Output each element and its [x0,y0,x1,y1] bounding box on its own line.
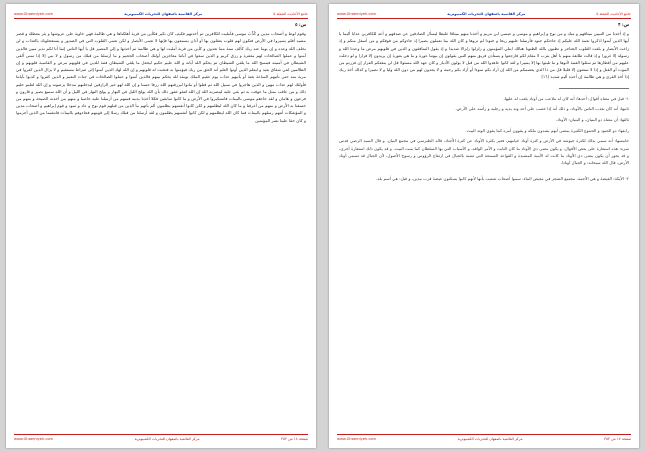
footnote: ثانيها: أنه كان يعذب الناس بالأوتاد، و ذلك أنه إذا غضب على أحد وتد يديه و رجليه و رأسه على الأرض. [455,106,629,112]
page-header [14,10,308,17]
header-title: جامع الأحاديث الجملة ٥ [596,11,631,16]
header-site-link[interactable]: www.Ghaemiyeh.com [337,11,377,16]
footnote: ١- قيل في معناه أقوال: أحدها: أنه كان له ملاعب من أوتاد يلعب له عليها. [503,95,629,101]
body-paragraph: و إذ أخذنا من النبيين ميثاقهم و منك و من نوح و إبراهيم و موسى و عيسى ابن مريم و أخذنا منهم ميثاقا غليظا ليسأل الصادقين عن صدقهم و أعد للكافرين عذابا أليما يا أيها الذين آمنوا اذكروا نعمة الله عليكم إذ جاءتكم جنود فأرسلنا عليهم ريحا و جنودا لم تروها و كان الله بما تعملون بصيرا إذ جاءوكم من فوقكم و من أسفل منكم و إذ زاغت الأبصار و بلغت القلوب الحناجر و تظنون بالله الظنونا هنالك ابتلي المؤمنون و زلزلوا زلزالا شديدا و إذ يقول المنافقون و الذين في قلوبهم مرض ما وعدنا الله و رسوله إلا غرورا و إذ قالت طائفة منهم يا أهل يثرب لا مقام لكم فارجعوا و يستأذن فريق منهم النبي يقولون إن بيوتنا عورة و ما هي بعورة إن يريدون إلا فرارا و لو دخلت عليهم من أقطارها ثم سئلوا الفتنة لآتوها و ما تلبثوا بها إلا يسيرا و لقد كانوا عاهدوا الله من قبل لا يولون الأدبار و كان عهد الله مسئولا قل لن ينفعكم الفرار إن فررتم من الموت أو القتل و إذا لا تمتعون إلا قليلا قل من ذا الذي يعصمكم من الله إن أراد بكم سوءا أو أراد بكم رحمة و لا يجدون لهم من دون الله وليا و لا نصيرا و كذلك أخذ ربك إذا أخذ القرى و هي ظالمة إن أخذه أليم شديد (١٦) [339,31,629,80]
page-footer [14,436,308,442]
header-divider [337,18,631,19]
header-center-title: مركز القائمية باصفهان للتحريات الكمبيوترية [447,11,526,16]
page-header [337,10,631,17]
footer-divider [14,434,308,435]
page-body [339,22,629,185]
header-site-link[interactable]: www.Ghaemiyeh.com [14,11,54,16]
body-paragraph: وقوم لوط و أصحاب مدين و كُذِّبَ موسى فأمليت للكافرين ثم أخذتهم فكيف كان نكير فكأين من قرية أهلكناها و هي ظالمة فهي خاوية على عروشها و بئر معطلة و قصر مشيد أفلم يسيروا في الأرض فتكون لهم قلوب يعقلون بها أو آذان يسمعون بها فإنها لا تعمى الأبصار و لكن تعمى القلوب التي في الصدور و يستعجلونك بالعذاب و لن يخلف الله وعده و إن يوما عند ربك كألف سنة مما تعدون و كأين من قرية أمليت لها و هي ظالمة ثم أخذتها و إلي المصير قل يا أيها الناس إنما أنا لكم نذير مبين فالذين آمنوا و عملوا الصالحات لهم مغفرة و رزق كريم و الذين سعوا في آياتنا معاجزين أولئك أصحاب الجحيم و ما أرسلنا من قبلك من رسول و لا نبي إلا إذا تمنى ألقى الشيطان في أمنيته فينسخ الله ما يلقي الشيطان ثم يحكم الله آياته و الله عليم حكيم ليجعل ما يلقي الشيطان فتنة للذين في قلوبهم مرض و القاسية قلوبهم و إن الظالمين لفي شقاق بعيد و ليعلم الذين أوتوا العلم أنه الحق من ربك فيؤمنوا به فتخبت له قلوبهم و إن الله لهاد الذين آمنوا إلى صراط مستقيم و لا يزال الذين كفروا في مرية منه حتى تأتيهم الساعة بغتة أو يأتيهم عذاب يوم عقيم الملك يومئذ لله يحكم بينهم فالذين آمنوا و عملوا الصالحات في جنات النعيم و الذين كفروا و كذبوا بآياتنا فأولئك لهم عذاب مهين و الذين هاجروا في سبيل الله ثم قتلوا أو ماتوا ليرزقنهم الله رزقا حسنا و إن الله لهو خير الرازقين ليدخلنهم مدخلا يرضونه و إن الله لعليم حليم ذلك و من عاقب بمثل ما عوقب به ثم بغي عليه لينصرنه الله إن الله لعفو غفور ذلك بأن الله يولج الليل في النهار و يولج النهار في الليل و أن الله سميع بصير و قارون و فرعون و هامان و لقد جاءهم موسى بالبينات فاستكبروا في الأرض و ما كانوا سابقين فكلا أخذنا بذنبه فمنهم من أرسلنا عليه حاصبا و منهم من أخذته الصيحة و منهم من خسفنا به الأرض و منهم من أغرقنا و ما كان الله ليظلمهم و لكن كانوا أنفسهم يظلمون ألم يأتهم نبأ الذين من قبلهم قوم نوح و عاد و ثمود و قوم إبراهيم و أصحاب مدين و المؤتفكات أتتهم رسلهم بالبينات فما كان الله ليظلمهم و لكن كانوا أنفسهم يظلمون و لقد أرسلنا من قبلك رسلا إلى قومهم فجاءوهم بالبينات فانتقمنا من الذين أجرموا و كان حقا علينا نصر المؤمنين [16,31,306,123]
footnote: خامسها: أنه سمي بذلك لكثرة جيوشه في الأرض و كثرة أوتاد خيامهم، فعبر بكثرة الأوتاد عن كثرة الأجناد، قاله الطبرسي في مجمع البيان. و قال السيد الرضي قدس سره: هذه استعارة على بعض الأقوال، و يكون معنى ذي الأوتاد ما كان الثابت و الأمر الواقد، و الأسباب التي بها السلطان كما يثبت البيت، و قد يكون ذلك استعارة أخرى، و قد يجوز أن يكون معنى ذي الأوتاد ما كانت له الأبنية المشيدة و القواعد السمحة التي تشبه بالجبال في ارتفاع الرؤوس و رسوخ الأصول، لأن الجبال قد تسمى أوتاد الأرض، قال الله سبحانه: و الجبال أوتادا. [339,138,629,166]
footer-site-link[interactable]: www.Ghaemiyeh.com [337,437,377,441]
footnote: ثالثها: أن معناه ذو البنيان، و البنيان: الأوتاد. [555,117,629,123]
header-title: جامع الأحاديث الجملة ٥ [273,11,308,16]
footer-center-title: مركز القائمية باصفهان للتحريات الكمبيوترية [134,437,200,441]
question-number: س: ۴ [618,23,629,28]
page-body [16,22,306,124]
page-footer [337,436,631,442]
question-number: س: ٥ [295,23,306,28]
document-page-right [329,4,639,448]
footnote: ٢- الأيكة: الغيضة و هي الأجمة. مجتمع الشجر في مغيض الماء، سموا أصحاب شعيب بأنها لأنهم كانوا يسكنون غيضة قرب مدين، و قيل: هي أسم بلد. [376,175,629,181]
footer-divider [337,434,631,435]
footer-center-title: مركز القائمية باصفهان للتحريات الكمبيوترية [457,437,523,441]
footer-page-number: صفحة ١٧ من ٣٥٣ [604,437,631,441]
footnote-separator [559,88,629,89]
footnote: رابعها: ذو الجنود و الجموع الكثيرة بمعنى أنهم يشدون ملكه و يقوون أمره كما يقوي الوتد البيت. [465,127,629,133]
header-center-title: مركز القائمية باصفهان للتحريات الكمبيوترية [124,11,203,16]
document-page-left [6,4,316,448]
header-divider [14,18,308,19]
footer-site-link[interactable]: www.Ghaemiyeh.com [14,437,54,441]
footer-page-number: صفحة ١٨ من ٣٥٣ [281,437,308,441]
